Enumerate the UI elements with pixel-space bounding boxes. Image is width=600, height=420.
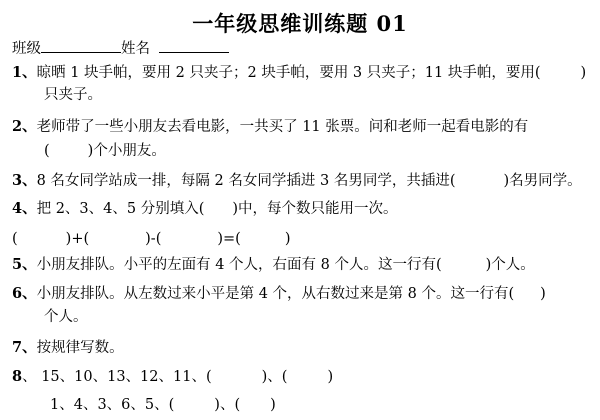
number-sequence: 、 15、10、13、12、11、( — [22, 369, 212, 385]
number-sequence: 1、4、3、6、5、( — [50, 397, 175, 413]
question-4-equation — [12, 230, 291, 248]
question-number: 7、 — [12, 339, 37, 356]
paren-close: ) — [284, 231, 291, 247]
worksheet-title: 一年级思维训练题 01 — [192, 11, 408, 36]
separator: )、( — [214, 397, 241, 413]
question-number: 5、 — [12, 256, 37, 273]
question-2-continued — [44, 142, 166, 160]
question-text-tail: )中，每个数只能用一次。 — [232, 201, 398, 217]
question-1 — [12, 64, 586, 82]
question-text-tail: )个人。 — [485, 257, 535, 273]
student-info-line — [12, 37, 229, 58]
separator: )、( — [261, 369, 288, 385]
equals-operator: )=( — [217, 231, 241, 247]
question-text: )个小朋友。 — [87, 143, 166, 159]
question-3 — [12, 172, 582, 190]
name-blank[interactable] — [159, 38, 229, 53]
question-1-continued — [44, 86, 102, 104]
question-text-tail: )名男同学。 — [503, 173, 582, 189]
paren-open: ( — [12, 231, 18, 247]
question-number: 8 — [12, 368, 23, 385]
question-5 — [12, 256, 535, 274]
question-6 — [12, 285, 546, 303]
question-text: 小朋友排队。小平的左面有 4 个人，右面有 8 个人。这一行有( — [36, 257, 442, 273]
question-text: 个人。 — [44, 309, 88, 325]
paren-close: ) — [327, 369, 334, 385]
question-number: 6、 — [12, 285, 37, 302]
class-label: 班级 — [12, 41, 41, 57]
question-6-continued — [44, 308, 88, 326]
question-number: 2、 — [12, 118, 37, 135]
question-text: 把 2、3、4、5 分别填入( — [36, 201, 205, 217]
question-text: 老师带了一些小朋友去看电影，一共买了 11 张票。问和老师一起看电影的有 — [36, 119, 529, 135]
question-text: 晾晒 1 块手帕，要用 2 只夹子；2 块手帕，要用 3 只夹子；11 块手帕，要用( — [36, 65, 541, 81]
question-2 — [12, 118, 528, 136]
question-text: 小朋友排队。从左数过来小平是第 4 个，从右数过来是第 8 个。这一行有( — [36, 286, 515, 302]
paren-open: ( — [44, 143, 50, 159]
minus-operator: )-( — [145, 231, 162, 247]
question-8-row-2 — [50, 396, 276, 414]
question-8-row-1 — [12, 368, 333, 386]
class-blank[interactable] — [41, 38, 121, 53]
paren-close: ) — [580, 65, 587, 81]
paren-close: ) — [540, 286, 546, 302]
question-7 — [12, 339, 124, 357]
question-4 — [12, 200, 398, 218]
question-text: 8 名女同学站成一排，每隔 2 名女同学插进 3 名男同学，共插进( — [36, 173, 456, 189]
question-number: 1、 — [12, 64, 37, 81]
name-label: 姓名 — [121, 41, 150, 57]
question-text: 只夹子。 — [44, 87, 102, 103]
plus-operator: )+( — [65, 231, 90, 247]
paren-close: ) — [270, 397, 276, 413]
question-number: 3、 — [12, 172, 37, 189]
question-text: 按规律写数。 — [36, 340, 124, 356]
question-number: 4、 — [12, 200, 37, 217]
